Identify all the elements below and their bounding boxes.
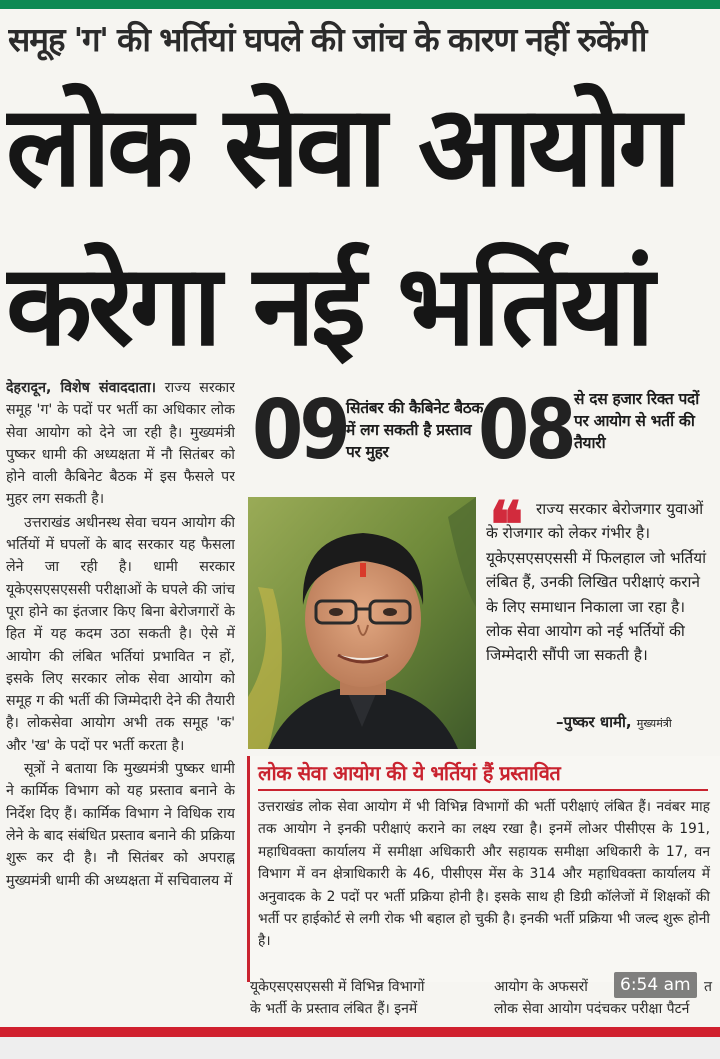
article-paragraph-3: सूत्रों ने बताया कि मुख्यमंत्री पुष्कर धामी ने कार्मिक विभाग को यह प्रस्ताव बनाने के निर्देश दिए हैं। कार्मिक विभाग ने विधिक राय लेने के बाद संबंधित प्रस्ताव बनाने की प्रक्रिया शुरू कर दी है। नौ सितंबर को अपराह्न मुख्यमंत्री धामी की अध्यक्षता में सचिवालय में: [6, 761, 235, 889]
top-status-bar: [0, 0, 720, 9]
quote-author-title: मुख्यमंत्री: [636, 717, 672, 730]
left-article-column: [6, 377, 235, 1017]
box-body: उत्तराखंड लोक सेवा आयोग में भी विभिन्न विभागों की भर्ती परीक्षाएं लंबित हैं। नवंबर माह तक आयोग ने इनकी परीक्षाएं कराने का लक्ष्य रखा है। इनमें लोअर पीसीएस के 191, महाधिवक्ता कार्यालय में समीक्षा अधिकारी और सहायक समीक्षा अधिकारी के 17, वन विभाग में वन क्षेत्राधिकारी के 46, पीसीएस मेंस के 314 और महाधिवक्ता कार्यालय में अनुवादक के 2 पदों पर भर्ती प्रक्रिया होनी है। इसके साथ ही डिग्री कॉलेजों में शिक्षकों की भर्ती पर हाईकोर्ट से लगी रोक भी बहाल हो चुकी है। इनकी भर्ती प्रक्रिया भी जल्द शुरू होनी है।: [258, 799, 710, 950]
stat-text-1: सितंबर की कैबिनेट बैठक में लग सकती है प्रस्ताव पर मुहर: [346, 399, 484, 461]
dateline: देहरादून, विशेष संवाददाता।: [6, 380, 157, 396]
bottom-col-2-line-1: आयोग के अफसरों: [494, 979, 588, 995]
box-title-rule: [258, 789, 708, 791]
cm-quote: [486, 497, 712, 712]
stat-number-2: 08: [478, 383, 573, 478]
headline-line-1: लोक सेवा आयोग: [6, 82, 678, 212]
quote-mark-icon: ❝: [489, 488, 524, 563]
footer-strip: [0, 1037, 720, 1059]
bottom-col-1-line-1: यूकेएसएसएससी में विभिन्न विभागों: [250, 979, 425, 995]
headline-kicker: समूह 'ग' की भर्तियां घपले की जांच के कारण नहीं रुकेंगी: [8, 20, 647, 59]
quote-author: –पुष्कर धामी,: [556, 713, 632, 731]
article-paragraph-1: राज्य सरकार समूह 'ग' के पदों पर भर्ती का अधिकार लोक सेवा आयोग को देने जा रही है। मुख्यमंत्री पुष्कर धामी की अध्यक्षता में नौ सितंबर को होने वाली कैबिनेट बैठक में इस फैसले पर मुहर लग सकती है।: [6, 380, 235, 508]
chief-minister-photo: [248, 497, 476, 749]
stat-text-2: से दस हजार रिक्त पदों पर आयोग से भर्ती की तैयारी: [574, 390, 699, 452]
timestamp-overlay: 6:54 am: [614, 972, 697, 998]
bottom-col-2-line-2: लोक सेवा आयोग पदंचकर परीक्षा पैटर्न: [494, 1001, 690, 1017]
bottom-col-2-line-1-end: त: [704, 979, 712, 995]
bottom-col-1-line-2: के भर्ती के प्रस्ताव लंबित हैं। इनमें: [250, 1001, 418, 1017]
bottom-red-bar: [0, 1027, 720, 1037]
article-paragraph-2: उत्तराखंड अधीनस्थ सेवा चयन आयोग की भर्तियों में घपलों के बाद सरकार यह फैसला लेने जा रही है। धामी सरकार यूकेएसएसएससी परीक्षाओं के घपले की जांच पूरा होने का इंतजार किए बिना बेरोजगारों के हित में यह कदम उठा सकती है। ऐसे में आयोग की लंबित भर्तियां प्रभावित न हों, इसके लिए सरकार लोक सेवा आयोग को समूह ग की भर्ती की जिम्मेदारी देने की तैयारी है। लोकसेवा आयोग अभी तक समूह 'क' और 'ख' के पदों पर भर्ती करता है।: [6, 514, 235, 754]
box-title: लोक सेवा आयोग की ये भर्तियां हैं प्रस्तावित: [258, 761, 561, 785]
cm-quote-text: राज्य सरकार बेरोजगार युवाओं के रोजगार को लेकर गंभीर है। यूकेएसएसएससी में फिलहाल जो भर्तियां लंबित हैं, उनकी लिखित परीक्षाएं कराने के लिए समाधान निकाला जा रहा है। लोक सेवा आयोग को नई भर्तियों की जिम्मेदारी सौंपी जा सकती है।: [486, 500, 707, 665]
quote-byline: [556, 712, 716, 732]
headline-line-2: करेगा नई भर्तियां: [6, 241, 651, 371]
stat-number-1: 09: [252, 383, 347, 478]
